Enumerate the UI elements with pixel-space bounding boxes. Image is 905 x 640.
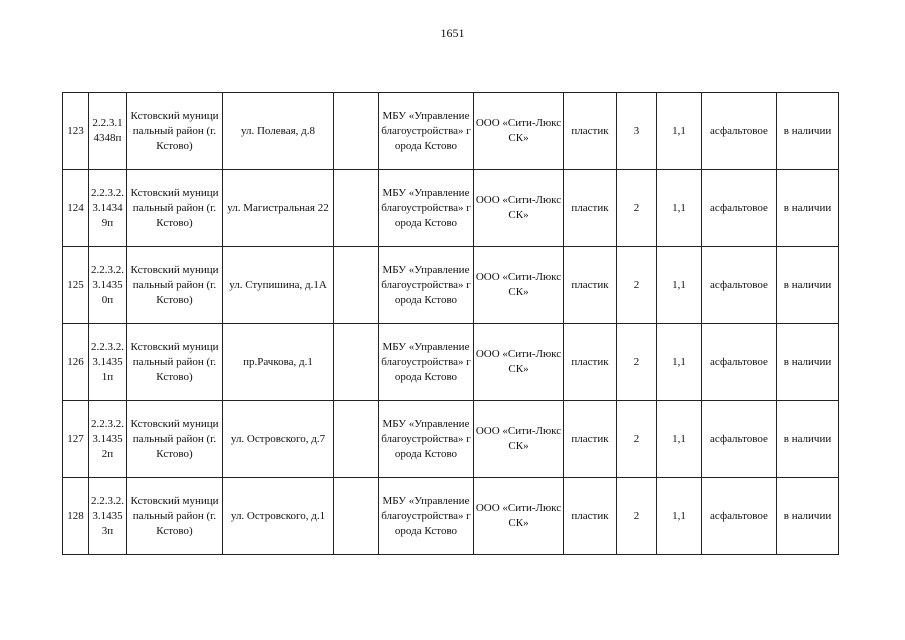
surface-cell: асфальтовое: [702, 478, 777, 555]
address-cell: ул. Островского, д.7: [223, 401, 334, 478]
row-number: 125: [63, 247, 89, 324]
site-code: 2.2.3.2.3.14350п: [89, 247, 127, 324]
empty-cell: [334, 93, 379, 170]
organization-cell: МБУ «Управление благоустройства» города Кстово: [379, 478, 474, 555]
surface-cell: асфальтовое: [702, 247, 777, 324]
table-row: [63, 324, 839, 401]
status-cell: в наличии: [777, 478, 839, 555]
volume-cell: 1,1: [657, 324, 702, 401]
count-cell: 2: [617, 401, 657, 478]
operator-cell: ООО «Сити-Люкс СК»: [474, 247, 564, 324]
empty-cell: [334, 247, 379, 324]
status-cell: в наличии: [777, 93, 839, 170]
site-code: 2.2.3.2.3.14351п: [89, 324, 127, 401]
address-cell: пр.Рачкова, д.1: [223, 324, 334, 401]
volume-cell: 1,1: [657, 93, 702, 170]
table-body: [63, 93, 839, 555]
district-cell: Кстовский муниципальный район (г. Кстово): [127, 247, 223, 324]
site-code: 2.2.3.2.3.14353п: [89, 478, 127, 555]
material-cell: пластик: [564, 401, 617, 478]
volume-cell: 1,1: [657, 170, 702, 247]
volume-cell: 1,1: [657, 478, 702, 555]
material-cell: пластик: [564, 478, 617, 555]
status-cell: в наличии: [777, 170, 839, 247]
address-cell: ул. Островского, д.1: [223, 478, 334, 555]
material-cell: пластик: [564, 247, 617, 324]
row-number: 123: [63, 93, 89, 170]
organization-cell: МБУ «Управление благоустройства» города Кстово: [379, 170, 474, 247]
table-row: [63, 401, 839, 478]
site-code: 2.2.3.14348п: [89, 93, 127, 170]
surface-cell: асфальтовое: [702, 324, 777, 401]
table-row: [63, 247, 839, 324]
material-cell: пластик: [564, 324, 617, 401]
district-cell: Кстовский муниципальный район (г. Кстово): [127, 324, 223, 401]
status-cell: в наличии: [777, 247, 839, 324]
count-cell: 3: [617, 93, 657, 170]
surface-cell: асфальтовое: [702, 170, 777, 247]
table-row: [63, 93, 839, 170]
district-cell: Кстовский муниципальный район (г. Кстово): [127, 478, 223, 555]
address-cell: ул. Полевая, д.8: [223, 93, 334, 170]
address-cell: ул. Магистральная 22: [223, 170, 334, 247]
count-cell: 2: [617, 324, 657, 401]
district-cell: Кстовский муниципальный район (г. Кстово): [127, 93, 223, 170]
site-code: 2.2.3.2.3.14352п: [89, 401, 127, 478]
empty-cell: [334, 478, 379, 555]
row-number: 126: [63, 324, 89, 401]
volume-cell: 1,1: [657, 247, 702, 324]
operator-cell: ООО «Сити-Люкс СК»: [474, 401, 564, 478]
district-cell: Кстовский муниципальный район (г. Кстово): [127, 401, 223, 478]
empty-cell: [334, 324, 379, 401]
count-cell: 2: [617, 478, 657, 555]
row-number: 128: [63, 478, 89, 555]
table-row: [63, 170, 839, 247]
district-cell: Кстовский муниципальный район (г. Кстово): [127, 170, 223, 247]
material-cell: пластик: [564, 93, 617, 170]
container-sites-table: [62, 92, 839, 555]
organization-cell: МБУ «Управление благоустройства» города Кстово: [379, 401, 474, 478]
row-number: 127: [63, 401, 89, 478]
empty-cell: [334, 401, 379, 478]
address-cell: ул. Ступишина, д.1А: [223, 247, 334, 324]
empty-cell: [334, 170, 379, 247]
status-cell: в наличии: [777, 401, 839, 478]
surface-cell: асфальтовое: [702, 401, 777, 478]
surface-cell: асфальтовое: [702, 93, 777, 170]
operator-cell: ООО «Сити-Люкс СК»: [474, 478, 564, 555]
operator-cell: ООО «Сити-Люкс СК»: [474, 324, 564, 401]
count-cell: 2: [617, 247, 657, 324]
organization-cell: МБУ «Управление благоустройства» города Кстово: [379, 93, 474, 170]
table-row: [63, 478, 839, 555]
row-number: 124: [63, 170, 89, 247]
volume-cell: 1,1: [657, 401, 702, 478]
organization-cell: МБУ «Управление благоустройства» города Кстово: [379, 324, 474, 401]
organization-cell: МБУ «Управление благоустройства» города Кстово: [379, 247, 474, 324]
operator-cell: ООО «Сити-Люкс СК»: [474, 93, 564, 170]
count-cell: 2: [617, 170, 657, 247]
material-cell: пластик: [564, 170, 617, 247]
status-cell: в наличии: [777, 324, 839, 401]
page-number: 1651: [440, 26, 465, 40]
operator-cell: ООО «Сити-Люкс СК»: [474, 170, 564, 247]
site-code: 2.2.3.2.3.14349п: [89, 170, 127, 247]
